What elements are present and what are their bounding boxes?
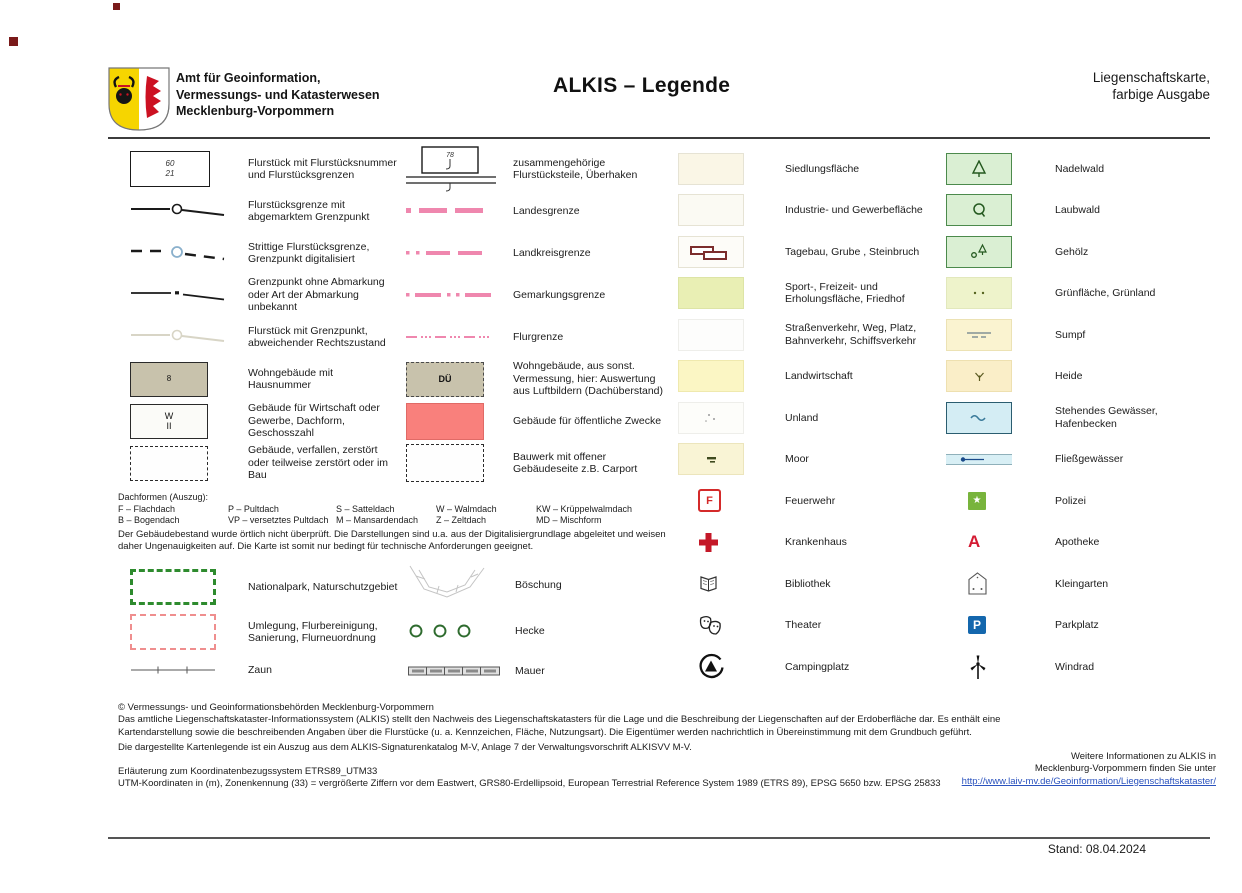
legend-label: Gebäude für Wirtschaft oder Gewerbe, Dachform, Geschosszahl — [248, 402, 380, 440]
page-subtitle — [1093, 70, 1210, 104]
legend-column-parcels — [118, 148, 398, 484]
legend-label: Heide — [1055, 370, 1083, 383]
zaun-symbol — [118, 664, 248, 676]
legend-row-hecke — [400, 610, 672, 652]
legend-label: Unland — [785, 411, 819, 424]
legend-label: Sumpf — [1055, 328, 1086, 341]
legend-label: Stehendes Gewässer, Hafenbecken — [1055, 405, 1158, 430]
legend-label: Grenzpunkt ohne Abmarkung oder Art der Abmarkung unbekannt — [248, 276, 385, 314]
building-accuracy-note: Der Gebäudebestand wurde örtlich nicht überprüft. Die Darstellungen sind u.a. aus der Digitalisiergrundlage abgeleitet und weisen daher Ungenauigkeiten auf. Die Karte ist somit nur bedingt für technische Anforderungen geeignet. — [118, 529, 666, 552]
legend-label: Tagebau, Grube , Steinbruch — [785, 245, 920, 258]
legend-source-line: Die dargestellte Kartenlegende ist ein Auszug aus dem ALKIS-Signaturenkatalog M-V, Anlage 7 der Verwaltungsvorschrift ALKISVV M-V. — [118, 742, 692, 754]
unland-swatch — [672, 402, 785, 434]
dachueberstand-abbr: DÜ — [438, 373, 452, 384]
roof-forms-col — [228, 504, 336, 527]
legend-row-polizei — [940, 480, 1220, 522]
legend-label: Gehölz — [1055, 245, 1089, 258]
sportflaeche-swatch — [672, 277, 785, 309]
legend-label: Gemarkungsgrenze — [513, 288, 606, 301]
legend-row-gebaeude-verfallen — [118, 442, 398, 484]
roof-form-entry: KW – Krüppelwalmdach — [536, 503, 633, 514]
roof-form-entry: S – Satteldach — [336, 503, 395, 514]
legend-row-heide — [940, 356, 1220, 398]
parkplatz-icon — [940, 616, 1055, 634]
parcel-number-bottom: 21 — [165, 169, 175, 178]
legend-label: Nadelwald — [1055, 162, 1105, 175]
legend-row-siedlungsflaeche — [672, 148, 942, 190]
footer-divider — [108, 837, 1210, 839]
legend-row-zaun — [118, 653, 398, 687]
legend-label: Sport-, Freizeit- und Erholungsfläche, Friedhof — [785, 280, 905, 306]
legend-row-gruenflaeche — [940, 273, 1220, 315]
polizei-star: ★ — [972, 495, 982, 507]
legend-label: Gebäude, verfallen, zerstört oder teilweise zerstört oder im Bau — [248, 444, 389, 482]
open-sided-structure-symbol — [398, 444, 513, 482]
legend-label: Feuerwehr — [785, 494, 836, 507]
legend-row-grenzpunkt-unbekannt — [118, 274, 398, 316]
legend-row-strittige-grenze — [118, 232, 398, 274]
roof-forms-col — [536, 504, 696, 527]
legend-group-protected-areas — [118, 563, 398, 687]
legend-row-windrad — [940, 646, 1220, 688]
legend-label: Gebäude für öffentliche Zwecke — [513, 414, 662, 427]
more-info-block — [928, 751, 1216, 788]
heide-swatch — [940, 360, 1055, 392]
legend-row-wirtschaftsgebaeude — [118, 400, 398, 442]
roof-form-entry: B – Bogendach — [118, 515, 180, 526]
bibliothek-icon — [672, 573, 785, 594]
gemarkungsgrenze-symbol — [398, 290, 513, 300]
gruenflaeche-swatch — [940, 277, 1055, 309]
house-number: 8 — [166, 374, 172, 384]
more-info-line: Mecklenburg-Vorpommern finden Sie unter — [1034, 763, 1216, 775]
svg-text:78: 78 — [446, 152, 454, 159]
legend-row-bibliothek — [672, 563, 942, 605]
boeschung-symbol — [400, 562, 515, 608]
disputed-boundary-symbol — [118, 243, 248, 263]
parcel-box-symbol — [118, 151, 248, 187]
legend-label: Strittige Flurstücksgrenze, Grenzpunkt digitalisiert — [248, 240, 370, 265]
legend-label: Landesgrenze — [513, 204, 580, 217]
legend-label: Böschung — [515, 578, 562, 591]
theater-masks-icon — [672, 614, 785, 636]
legend-label: Hecke — [515, 624, 545, 637]
roof-form-letter: W — [164, 410, 174, 421]
agency-line: Amt für Geoinformation, — [176, 71, 321, 85]
legend-row-oeffentliches-gebaeude — [398, 400, 670, 442]
legend-column-vegetation — [940, 148, 1220, 688]
legend-row-strassenverkehr — [672, 314, 942, 356]
legend-label: Theater — [785, 619, 822, 632]
legend-row-wohngebaeude-luftbild — [398, 358, 670, 400]
agency-line: Vermessungs- und Katasterwesen — [176, 87, 380, 102]
copyright-line: © Vermessungs- und Geoinformationsbehörden Mecklenburg-Vorpommern — [118, 702, 434, 713]
legend-row-landesgrenze — [398, 190, 670, 232]
legend-row-umlegung — [118, 611, 398, 653]
nadelwald-swatch — [940, 153, 1055, 185]
legend-row-stehendes-gewaesser — [940, 397, 1220, 439]
apotheke-icon — [940, 532, 1055, 552]
legend-row-landkreisgrenze — [398, 232, 670, 274]
landesgrenze-symbol — [398, 206, 513, 216]
legend-row-feuerwehr — [672, 480, 942, 522]
legend-row-industrieflaeche — [672, 190, 942, 232]
legend-row-apotheke — [940, 522, 1220, 564]
roof-forms-col — [336, 504, 436, 527]
legend-row-gehoelz — [940, 231, 1220, 273]
legend-row-moor — [672, 439, 942, 481]
feuerwehr-letter: F — [706, 494, 713, 507]
roof-form-entry: W – Walmdach — [436, 503, 497, 514]
legend-row-sportflaeche — [672, 273, 942, 315]
stehendes-gewaesser-swatch — [940, 402, 1055, 434]
legend-row-abweichender-rechtszustand — [118, 316, 398, 358]
alkis-description: Das amtliche Liegenschaftskataster-Informationssystem (ALKIS) stellt den Nachweis des Liegenschaftskatasters für die Lage und die Beschreibung der Liegenschaften auf der Erdoberfläche dar. Es enthält eine Kartendarstellung sowie die beschreibenden Angaben über die Flurstücke (u. a. Kennzeichen, Fläche, Nutzungsart). Die Eigentümer werden nachrichtlich in Übereinstimmung mit dem Grundbuch geführt. — [118, 714, 1001, 738]
krankenhaus-icon — [672, 532, 785, 553]
storey-count: II — [166, 421, 172, 431]
legend-row-flurgrenze — [398, 316, 670, 358]
legend-column-borders — [398, 148, 670, 484]
polizei-icon — [940, 492, 1055, 510]
legend-row-parkplatz — [940, 605, 1220, 647]
boundary-marked-point-symbol — [118, 202, 248, 220]
legend-column-land-use — [672, 148, 942, 688]
laubwald-swatch — [940, 194, 1055, 226]
legend-label: Grünfläche, Grünland — [1055, 287, 1156, 300]
legend-row-fliessgewaesser — [940, 439, 1220, 481]
legend-label: Bauwerk mit offener Gebäudeseite z.B. Carport — [513, 450, 638, 475]
tagebau-swatch — [672, 236, 785, 268]
legend-row-campingplatz — [672, 646, 942, 688]
legend-label: Wohngebäude mit Hausnummer — [248, 366, 334, 391]
legend-row-boeschung — [400, 560, 672, 610]
legend-label: Umlegung, Flurbereinigung, Sanierung, Flurneuordnung — [248, 619, 378, 644]
footer-copyright-block — [118, 702, 1023, 754]
legend-label: Straßenverkehr, Weg, Platz, Bahnverkehr, Schiffsverkehr — [785, 322, 917, 347]
legend-label: Apotheke — [1055, 536, 1100, 549]
legend-label: Zaun — [248, 663, 272, 676]
legend-row-sumpf — [940, 314, 1220, 356]
legend-row-nationalpark — [118, 563, 398, 611]
ruined-building-symbol — [118, 446, 248, 481]
nationalpark-symbol — [118, 569, 248, 605]
legend-label: Polizei — [1055, 494, 1086, 507]
legend-label: Campingplatz — [785, 660, 850, 673]
hecke-symbol — [400, 623, 515, 639]
legend-label: Wohngebäude, aus sonst. Vermessung, hier: Auswertung aus Luftbildern (Dachüberstand) — [513, 360, 664, 398]
legend-row-carport — [398, 442, 670, 484]
legend-label: Krankenhaus — [785, 536, 847, 549]
legend-row-gemarkungsgrenze — [398, 274, 670, 316]
legend-row-nadelwald — [940, 148, 1220, 190]
legend-row-laubwald — [940, 190, 1220, 232]
subtitle-line: farbige Ausgabe — [1112, 86, 1210, 102]
legend-label: Parkplatz — [1055, 619, 1099, 632]
commercial-building-symbol — [118, 404, 248, 439]
legend-label: Flurgrenze — [513, 330, 564, 343]
legend-label: Landkreisgrenze — [513, 246, 591, 259]
roof-form-entry: MD – Mischform — [536, 515, 602, 526]
roof-forms-heading: Dachformen (Auszug): — [118, 492, 209, 502]
industrieflaeche-swatch — [672, 194, 785, 226]
coordinate-system-block — [118, 766, 1023, 791]
parcel-number-top: 60 — [165, 159, 175, 168]
legend-label: zusammengehörige Flurstücksteile, Überhaken — [513, 156, 638, 181]
legend-row-flurstueck — [118, 148, 398, 190]
legend-label: Bibliothek — [785, 577, 831, 590]
liegenschaftskataster-link[interactable]: http://www.laiv-mv.de/Geoinformation/Liegenschaftskataster/ — [961, 775, 1216, 787]
legend-label: Flurstück mit Flurstücksnummer und Flurstücksgrenzen — [248, 156, 397, 181]
legend-label: Siedlungsfläche — [785, 162, 860, 175]
roof-form-entry: VP – versetztes Pultdach — [228, 515, 329, 526]
roof-forms-col — [118, 504, 228, 527]
agency-name — [176, 70, 380, 120]
landwirtschaft-swatch — [672, 360, 785, 392]
coord-heading: Erläuterung zum Koordinatenbezugssystem ETRS89_UTM33 — [118, 766, 378, 777]
public-building-symbol — [398, 403, 513, 440]
umlegung-symbol — [118, 614, 248, 650]
legend-label: Flurstücksgrenze mit abgemarktem Grenzpunkt — [248, 198, 370, 223]
legend-label: Moor — [785, 453, 809, 466]
gehoelz-swatch — [940, 236, 1055, 268]
coord-text: UTM-Koordinaten in (m), Zonenkennung (33) = vergrößerte Ziffern vor dem Eastwert, GRS80-Erdellipsoid, European Terrestrial Reference System 1989 (ETRS 89), EPSG 5650 bzw. EPSG 25833 — [118, 778, 941, 790]
sumpf-swatch — [940, 319, 1055, 351]
legend-label: Industrie- und Gewerbefläche — [785, 204, 923, 217]
unmarked-boundary-point-symbol — [118, 286, 248, 304]
residential-building-symbol — [118, 362, 248, 397]
fliessgewaesser-swatch — [940, 454, 1055, 465]
moor-swatch — [672, 443, 785, 475]
legend-row-tagebau — [672, 231, 942, 273]
roof-form-entry: P – Pultdach — [228, 503, 279, 514]
windrad-icon — [940, 654, 1055, 680]
campingplatz-icon — [672, 653, 785, 680]
scan-mark-icon — [9, 37, 18, 46]
aerial-survey-building-symbol — [398, 362, 513, 397]
kleingarten-icon — [940, 572, 1055, 595]
ueberhaken-symbol — [398, 146, 513, 192]
coat-of-arms-logo — [107, 66, 171, 132]
parkplatz-letter: P — [972, 618, 981, 633]
page-title: ALKIS – Legende — [553, 74, 731, 97]
roof-form-entry: M – Mansardendach — [336, 515, 419, 526]
legend-row-landwirtschaft — [672, 356, 942, 398]
legend-label: Landwirtschaft — [785, 370, 853, 383]
flurgrenze-symbol — [398, 333, 513, 341]
more-info-line: Weitere Informationen zu ALKIS in — [1070, 751, 1216, 762]
agency-line: Mecklenburg-Vorpommern — [176, 104, 335, 118]
legend-label: Nationalpark, Naturschutzgebiet — [248, 580, 398, 593]
roof-forms-col — [436, 504, 536, 527]
scan-mark-icon — [113, 3, 120, 10]
legend-row-kleingarten — [940, 563, 1220, 605]
landkreisgrenze-symbol — [398, 248, 513, 258]
roof-forms-block — [118, 492, 698, 527]
legend-group-terrain — [400, 560, 672, 690]
subtitle-line: Liegenschaftskarte, — [1092, 70, 1210, 85]
strassenverkehr-swatch — [672, 319, 785, 351]
roof-form-entry: Z – Zeltdach — [436, 515, 487, 526]
revision-date: Stand: 08.04.2024 — [1047, 842, 1146, 856]
legend-label: Fließgewässer — [1055, 453, 1124, 466]
legend-row-ueberhaken — [398, 148, 670, 190]
deviating-legal-status-symbol — [118, 328, 248, 346]
legend-label: Flurstück mit Grenzpunkt, abweichender Rechtszustand — [248, 324, 386, 349]
apotheke-letter: A — [968, 532, 981, 552]
header-divider — [108, 137, 1210, 139]
legend-label: Mauer — [515, 664, 545, 677]
legend-row-wohngebaeude — [118, 358, 398, 400]
legend-row-grenzpunkt-abgemarkt — [118, 190, 398, 232]
mauer-symbol — [400, 666, 515, 676]
legend-label: Windrad — [1055, 660, 1095, 673]
siedlungsflaeche-swatch — [672, 153, 785, 185]
legend-row-unland — [672, 397, 942, 439]
legend-row-krankenhaus — [672, 522, 942, 564]
legend-row-mauer — [400, 652, 672, 690]
legend-row-theater — [672, 605, 942, 647]
legend-label: Laubwald — [1055, 204, 1100, 217]
legend-label: Kleingarten — [1055, 577, 1109, 590]
roof-form-entry: F – Flachdach — [118, 503, 176, 514]
